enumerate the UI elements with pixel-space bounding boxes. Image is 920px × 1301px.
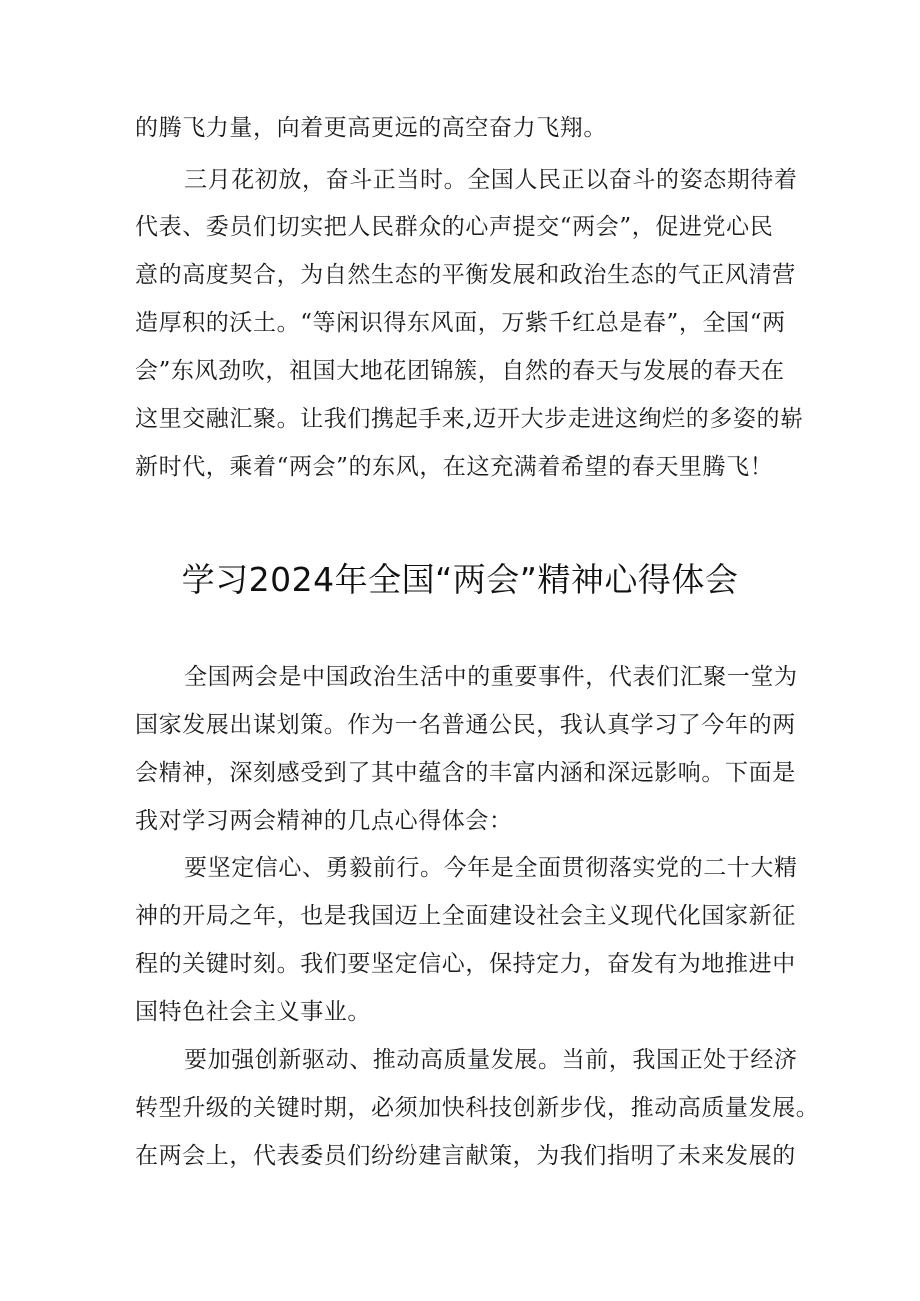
paragraph-line: 在两会上，代表委员们纷纷建言献策，为我们指明了未来发展的 [135, 1143, 796, 1169]
paragraph-line: 的腾飞力量，向着更高更远的高空奋力飞翔。 [135, 115, 607, 141]
paragraph-line: 造厚积的沃土。“等闲识得东风面，万紫千红总是春”，全国“两 [135, 310, 786, 336]
paragraph-line: 国家发展出谋划策。作为一名普通公民，我认真学习了今年的两 [135, 712, 796, 738]
paragraph-line: 程的关键时刻。我们要坚定信心，保持定力，奋发有为地推进中 [135, 951, 796, 977]
paragraph-line: 代表、委员们切实把人民群众的心声提交“两会”，促进党心民 [135, 214, 774, 240]
paragraph-line: 要坚定信心、勇毅前行。今年是全面贯彻落实党的二十大精 [184, 855, 798, 881]
paragraph-line: 全国两会是中国政治生活中的重要事件，代表们汇聚一堂为 [184, 664, 798, 690]
paragraph-line: 我对学习两会精神的几点心得体会： [135, 808, 513, 834]
paragraph-line: 新时代，乘着“两会”的东风，在这充满着希望的春天里腾飞！ [135, 454, 774, 480]
paragraph-line: 神的开局之年，也是我国迈上全面建设社会主义现代化国家新征 [135, 903, 796, 929]
paragraph-line: 国特色社会主义事业。 [135, 999, 371, 1025]
paragraph-line: 会精神，深刻感受到了其中蕴含的丰富内涵和深远影响。下面是 [135, 760, 796, 786]
paragraph-line: 会”东风劲吹，祖国大地花团锦簇，自然的春天与发展的春天在 [135, 358, 785, 384]
paragraph-line: 转型升级的关键时期，必须加快科技创新步伐，推动高质量发展。 [135, 1095, 820, 1121]
document-title: 学习2024年全国“两会”精神心得体会 [181, 560, 739, 599]
paragraph-line: 要加强创新驱动、推动高质量发展。当前，我国正处于经济 [184, 1047, 798, 1073]
paragraph-line: 意的高度契合，为自然生态的平衡发展和政治生态的气正风清营 [135, 262, 796, 288]
paragraph-line: 三月花初放，奋斗正当时。全国人民正以奋斗的姿态期待着 [184, 167, 798, 193]
paragraph-line: 这里交融汇聚。让我们携起手来,迈开大步走进这绚烂的多姿的崭 [135, 406, 804, 432]
